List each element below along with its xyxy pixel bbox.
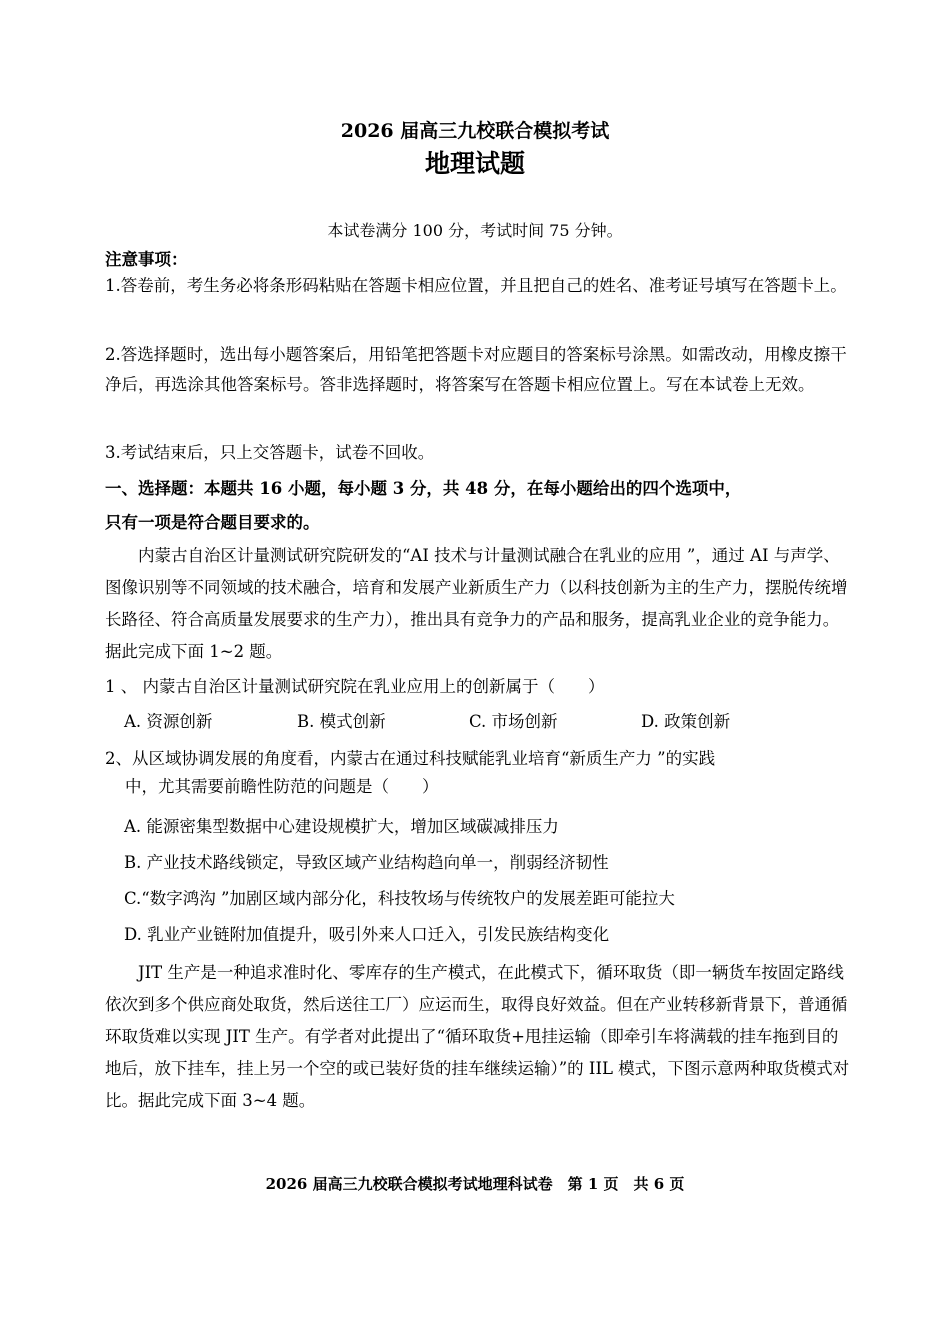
q2-stem-line1: 2、从区域协调发展的角度看，内蒙古在通过科技赋能乳业培育“新质生产力 ”的实践 [105,749,716,768]
page-footer: 2026 届高三九校联合模拟考试地理科试卷 第 1 页 共 6 页 [265,1175,685,1193]
question-1-stem: 1 、 内蒙古自治区计量测试研究院在乳业应用上的创新属于（ ） [105,677,605,696]
q2-option-a: A. 能源密集型数据中心建设规模扩大，增加区域碳减排压力 [124,817,559,836]
subject-title: 地理试题 [424,149,525,178]
exam-title: 2026 届高三九校联合模拟考试 [340,120,610,142]
section-heading-line2: 只有一项是符合题目要求的。 [105,513,320,532]
q1-option-c: C. 市场创新 [469,712,558,731]
q2-option-c: C.“数字鸿沟 ”加剧区域内部分化，科技牧场与传统牧户的发展差距可能拉大 [124,889,675,908]
q1-option-b: B. 模式创新 [297,712,386,731]
note-item-3: 3.考试结束后，只上交答题卡，试卷不回收。 [105,443,435,462]
notes-heading: 注意事项： [105,250,188,269]
q2-option-d: D. 乳业产业链附加值提升，吸引外来人口迁入，引发民族结构变化 [124,925,610,944]
note-item-1: 1.答卷前，考生务必将条形码粘贴在答题卡相应位置，并且把自己的姓名、准考证号填写在答题卡上。 [105,276,847,295]
passage-2: JIT 生产是一种追求准时化、零库存的生产模式，在此模式下，循环取货（即一辆货车按固定路线依次到多个供应商处取货，然后送往工厂）应运而生，取得良好效益。但在产业转移新背景下，普通循环取货难以实现 JIT 生产。有学者对此提出了“循环取货+甩挂运输（即牵引车将满载的挂车拖到目的地后，放下挂车，挂上另一个空的或已装好货的挂车继续运输）”的 IIL 模式，下图示意两种取货模式对比。据此完成下面 3~4 题。 [105,963,850,1110]
q1-option-a: A. 资源创新 [124,712,213,731]
question-2-stem [105,745,835,801]
q2-option-b: B. 产业技术路线锁定，导致区域产业结构趋向单一，削弱经济韧性 [124,853,609,872]
note-item-2: 2.答选择题时，选出每小题答案后，用铅笔把答题卡对应题目的答案标号涂黑。如需改动，用橡皮擦干净后，再选涂其他答案标号。答非选择题时，将答案写在答题卡相应位置上。写在本试卷上无效。 [105,345,847,394]
q1-option-d: D. 政策创新 [641,712,731,731]
section-heading-line1: 一、选择题：本题共 16 小题，每小题 3 分，共 48 分，在每小题给出的四个选项中， [105,479,742,498]
q2-stem-line2: 中，尤其需要前瞻性防范的问题是（ ） [125,777,439,796]
exam-info: 本试卷满分 100 分，考试时间 75 分钟。 [327,221,623,240]
passage-1: 内蒙古自治区计量测试研究院研发的“AI 技术与计量测试融合在乳业的应用 ”，通过 AI 与声学、图像识别等不同领域的技术融合，培育和发展产业新质生产力（以科技创新为主的生产力，摆脱传统增长路径、符合高质量发展要求的生产力），推出具有竞争力的产品和服务，提高乳业企业的竞争能力。据此完成下面 1~2 题。 [105,546,848,661]
